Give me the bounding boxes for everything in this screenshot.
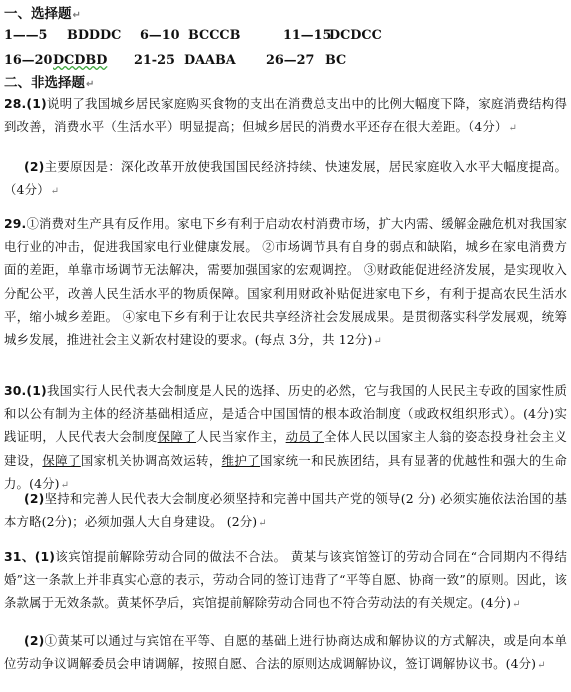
underlined-term: 保障了: [157, 429, 197, 445]
answer-text: 人民当家作主，: [196, 429, 286, 445]
underlined-term: 维护了: [221, 452, 261, 468]
section-title-text: 二、非选择题: [4, 75, 85, 91]
underlined-term: 动员了: [285, 429, 325, 445]
q30-part2: (2)坚持和完善人民代表大会制度必须坚持和完善中国共产党的领导(2 分) 必须实施依法治国的基本方略(2分)；必须加强人大自身建设。 (2分)↵: [4, 491, 567, 530]
answer-text: 坚持和完善人民代表大会制度必须坚持和完善中国共产党的领导(2 分) 必须实施依法治国的基本方略(2分)；必须加强人大自身建设。 (2分): [4, 491, 567, 530]
question-number: 31、: [4, 549, 35, 564]
question-number: 29.: [4, 216, 27, 231]
choice-answers: BCCCB: [188, 28, 241, 43]
choice-answers: BC: [325, 53, 347, 68]
choice-answers: DCDCC: [329, 28, 382, 43]
choice-range: 1——5: [4, 28, 48, 43]
part-label: (1): [26, 383, 47, 398]
choice-range: 6—10: [140, 28, 180, 43]
answer-text: 全体人民以国家主人翁的姿态投身社会主义建设，: [4, 429, 567, 468]
choice-answers: DAABA: [184, 53, 236, 68]
choice-answers: DCDBD: [53, 53, 108, 68]
question-number: 30.: [4, 383, 27, 398]
choice-answers: BDDDC: [67, 28, 122, 43]
answer-text: 说明了我国城乡居民家庭购买食物的支出在消费总支出中的比例大幅度下降，家庭消费结构得到改善，消费水平（生活水平）明显提高；但城乡居民的消费水平还存在很大差距。（4分）: [4, 96, 567, 135]
section-title-choice: 一、选择题↵: [4, 6, 81, 22]
underlined-term: 保障了: [42, 452, 81, 468]
q28-part2: (2)主要原因是：深化改革开放使我国国民经济持续、快速发展，居民家庭收入水平大幅度提高。（4分）↵: [4, 159, 567, 198]
part-label: (2): [24, 159, 45, 174]
q30-part1: 30.(1)我国实行人民代表大会制度是人民的选择、历史的必然，它与我国的人民民主专政的国家性质和以公有制为主体的经济基础相适应，是适合中国国情的根本政治制度（或政权组织形式）。(4分)实践证明，人民代表大会制度保障了人民当家作主，动员了全体人民以国家主人翁的姿态投身社会主义建设，保障了国家机关协调高效运转，维护了国家统一和民族团结，具有显著的优越性和强大的生命力。(4分)↵: [4, 383, 567, 491]
choice-range: 26—27: [266, 53, 315, 68]
choice-range: 16—20: [4, 53, 53, 68]
choice-range: 21-25: [134, 53, 175, 68]
part-label: (2): [24, 491, 45, 506]
answer-text: 主要原因是：深化改革开放使我国国民经济持续、快速发展，居民家庭收入水平大幅度提高。（4分）: [4, 159, 567, 198]
answer-text: 我国实行人民代表大会制度是人民的选择、历史的必然，它与我国的人民民主专政的国家性质和以公有制为主体的经济基础相适应，是适合中国国情的根本政治制度（或政权组织形式）。(4分)实践证明，人民代表大会制度: [4, 383, 567, 445]
q28-part1: 28.(1)说明了我国城乡居民家庭购买食物的支出在消费总支出中的比例大幅度下降，家庭消费结构得到改善，消费水平（生活水平）明显提高；但城乡居民的消费水平还存在很大差距。（4分）↵: [4, 96, 567, 135]
part-label: (1): [34, 549, 56, 564]
section-title-nonchoice: 二、非选择题↵: [4, 75, 95, 91]
section-title-text: 一、选择题: [4, 6, 72, 22]
part-label: (1): [26, 96, 47, 111]
answer-text: 国家统一和民族团结，具有显著的优越性和强大的生命力。(4分): [4, 452, 567, 491]
answer-text: ①消费对生产具有反作用。家电下乡有利于启动农村消费市场，扩大内需、缓解金融危机对我国家电行业的冲击，促进我国家电行业健康发展。 ②市场调节具有自身的弱点和缺陷，城乡在家电消费方面的差距，单靠市场调节无法解决，需要加强国家的宏观调控。 ③财政能促进经济发展，是实现收入分配公平，改善人民生活水平的物质保障。国家利用财政补贴促进家电下乡，有利于提高农民生活水平，缩小城乡差距。 ④家电下乡有利于让农民共享经济社会发展成果。是贯彻落实科学发展观，统筹城乡发展，推进社会主义新农村建设的要求。(每点 3分，共 12分): [4, 216, 567, 348]
q31-part2: (2)①黄某可以通过与宾馆在平等、自愿的基础上进行协商达成和解协议的方式解决，或是向本单位劳动争议调解委员会申请调解，按照自愿、合法的原则达成调解协议，签订调解协议书。(4分)↵: [4, 633, 567, 672]
choice-range: 11—15: [283, 28, 332, 43]
answer-text: ①黄某可以通过与宾馆在平等、自愿的基础上进行协商达成和解协议的方式解决，或是向本单位劳动争议调解委员会申请调解，按照自愿、合法的原则达成调解协议，签订调解协议书。(4分): [4, 633, 567, 672]
q31-part1: 31、(1)该宾馆提前解除劳动合同的做法不合法。 黄某与该宾馆签订的劳动合同在“合同期内不得结婚”这一条款上并非真实心意的表示，劳动合同的签订违背了“平等自愿、协商一致”的原则。因此，该条款属于无效条款。黄某怀孕后，宾馆提前解除劳动合同也不符合劳动法的有关规定。(4分)↵: [4, 549, 567, 611]
question-number: 28.: [4, 96, 27, 111]
answer-text: 国家机关协调高效运转，: [80, 452, 222, 468]
answer-text: 该宾馆提前解除劳动合同的做法不合法。 黄某与该宾馆签订的劳动合同在“合同期内不得结婚”这一条款上并非真实心意的表示，劳动合同的签订违背了“平等自愿、协商一致”的原则。因此，该条款属于无效条款。黄某怀孕后，宾馆提前解除劳动合同也不符合劳动法的有关规定。(4分): [4, 549, 567, 611]
part-label: (2): [24, 633, 45, 648]
q29-answer: 29.①消费对生产具有反作用。家电下乡有利于启动农村消费市场，扩大内需、缓解金融危机对我国家电行业的冲击，促进我国家电行业健康发展。 ②市场调节具有自身的弱点和缺陷，城乡在家电消费方面的差距，单靠市场调节无法解决，需要加强国家的宏观调控。 ③财政能促进经济发展，是实现收入分配公平，改善人民生活水平的物质保障。国家利用财政补贴促进家电下乡，有利于提高农民生活水平，缩小城乡差距。 ④家电下乡有利于让农民共享经济社会发展成果。是贯彻落实科学发展观，统筹城乡发展，推进社会主义新农村建设的要求。(每点 3分，共 12分)↵: [4, 216, 567, 348]
